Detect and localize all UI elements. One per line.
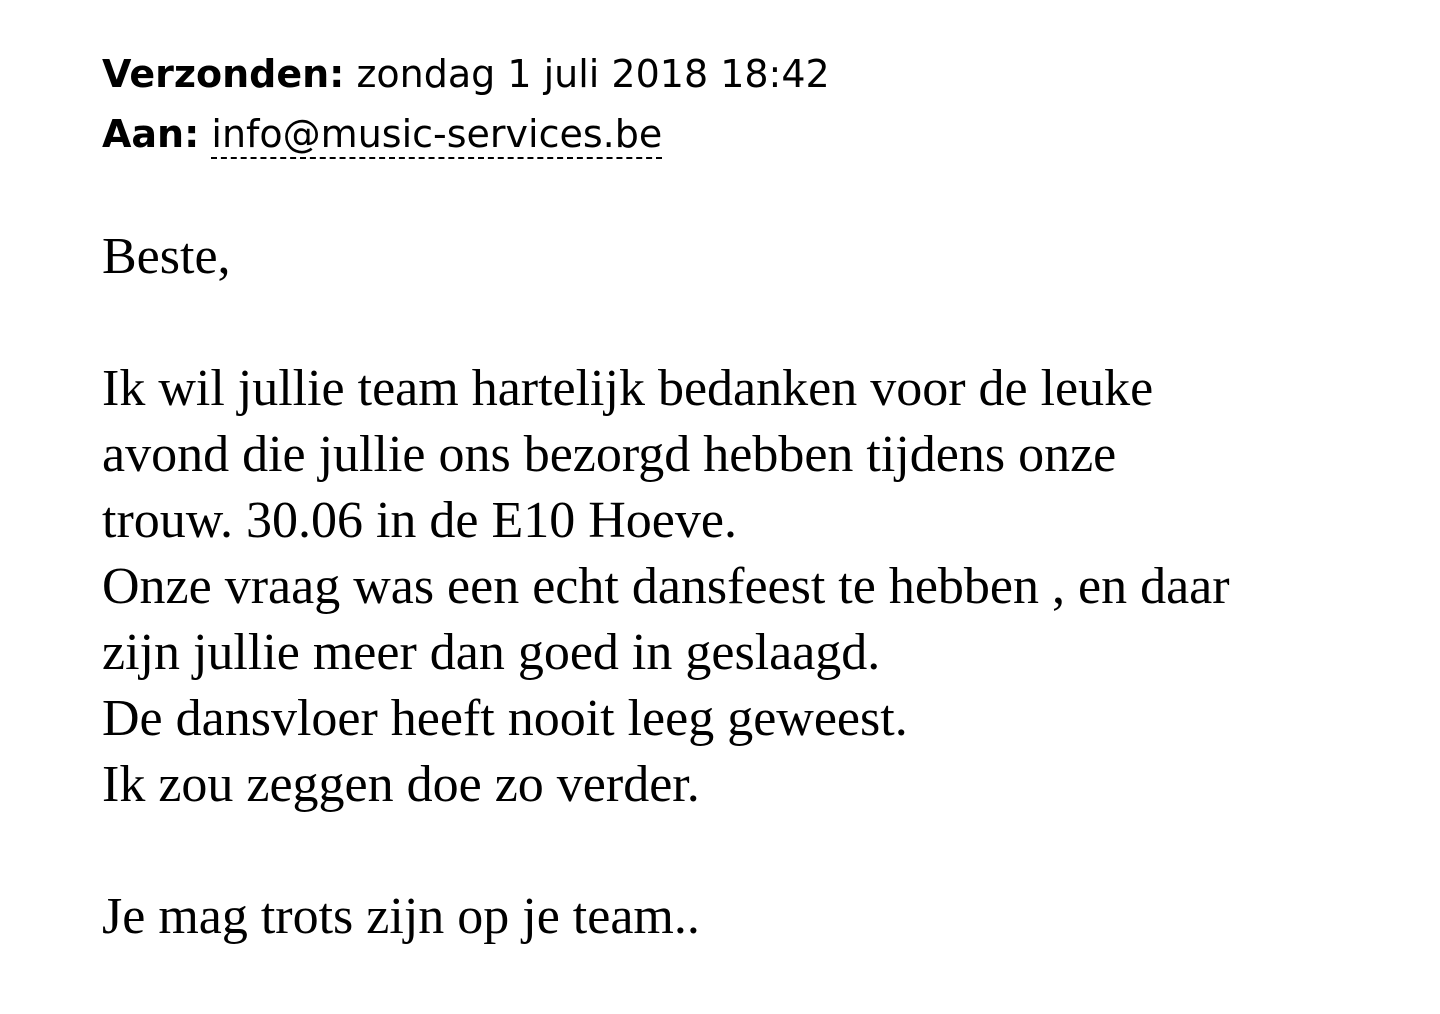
- to-row: [102, 104, 1440, 164]
- closing-line: Je mag trots zijn op je team..: [102, 888, 700, 945]
- body-line-4: Onze vraag was een echt dansfeest te hebben , en daar: [102, 558, 1230, 615]
- email-header: [102, 44, 1440, 164]
- body-line-7: Ik zou zeggen doe zo verder.: [102, 756, 700, 813]
- body-line-1: Ik wil jullie team hartelijk bedanken voor de leuke: [102, 360, 1154, 417]
- body-line-3: trouw. 30.06 in de E10 Hoeve.: [102, 492, 737, 549]
- body-line-6: De dansvloer heeft nooit leeg geweest.: [102, 690, 908, 747]
- sent-row: [102, 44, 1440, 104]
- paragraph-spacer: [102, 290, 1440, 356]
- body-line-2: avond die jullie ons bezorgd hebben tijdens onze: [102, 426, 1117, 483]
- paragraph-spacer: [102, 818, 1440, 884]
- greeting: Beste,: [102, 228, 231, 285]
- sent-value: zondag 1 juli 2018 18:42: [356, 52, 830, 96]
- to-label: Aan:: [102, 112, 200, 156]
- recipient-email-link[interactable]: info@music-services.be: [211, 112, 662, 159]
- sent-label: Verzonden:: [102, 52, 345, 96]
- body-line-5: zijn jullie meer dan goed in geslaagd.: [102, 624, 881, 681]
- email-body: [102, 224, 1440, 950]
